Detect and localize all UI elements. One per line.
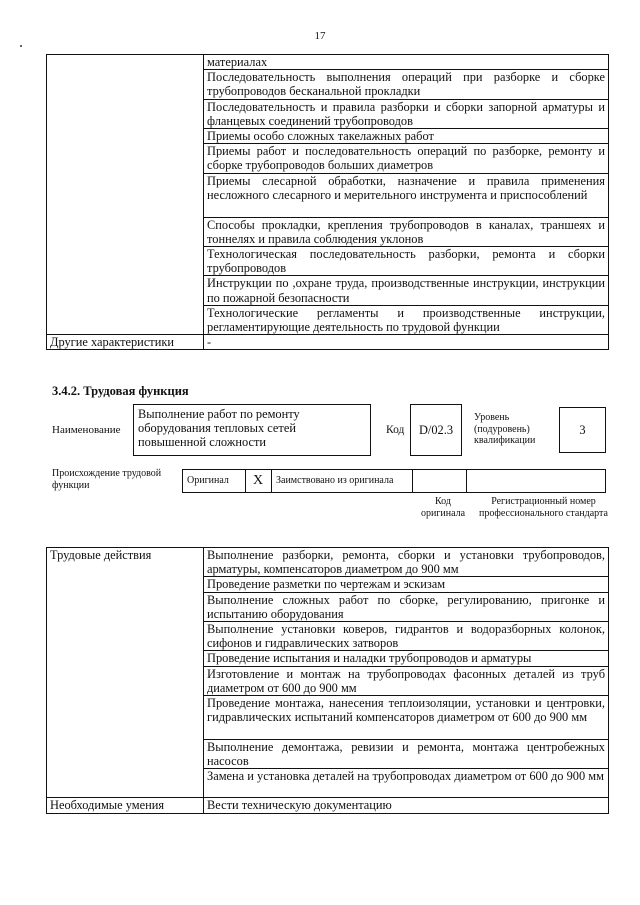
level-label: Уровень (подуровень) квалификации [474,412,536,446]
table-row: Технологическая последовательность разборки, ремонта и сборки трубопроводов [204,247,609,276]
table-row: Проведение испытания и наладки трубопроводов и арматуры [204,651,609,666]
page-number: 17 [314,30,326,42]
table-row: Последовательность и правила разборки и сборки запорной арматуры и фланцевых соединений трубопроводов [204,99,609,128]
section-title: 3.4.2. Трудовая функция [52,384,189,398]
table-row: Приемы особо сложных такелажных работ [204,129,609,144]
original-label: Оригинал [187,475,229,486]
origin-code-caption: Код оригинала [420,496,466,519]
table-row-label [47,55,204,335]
name-label: Наименование [52,424,121,436]
actions-table [46,547,609,814]
level-box [559,407,606,453]
origin-code-cell [412,470,467,492]
knowledge-table [46,54,609,350]
table-row: Выполнение демонтажа, ревизии и ремонта, монтажа центробежных насосов [204,740,609,769]
function-code: D/02.3 [418,423,454,437]
original-mark: X [245,470,272,492]
borrowed-label: Заимствовано из оригинала [276,475,394,486]
table-row: Выполнение сложных работ по сборке, регулированию, пригонке и испытанию оборудования [204,592,609,621]
table-row: Последовательность выполнения операций при разборке и сборке трубопроводов бесканальной прокладки [204,70,609,99]
table-row: Проведение монтажа, нанесения теплоизоляции, установки и центровки, гидравлических испытаний компенсаторов диаметром от 600 до 900 мм [204,696,609,740]
function-name: Выполнение работ по ремонту оборудования тепловых сетей повышенной сложности [138,407,300,449]
borrowed-cell [271,470,413,492]
table-row: Технологические регламенты и производственные инструкции, регламентирующие деятельность по трудовой функции [204,305,609,334]
table-row-label: Необходимые умения [47,798,204,813]
table-row: Способы прокладки, крепления трубопроводов в каналах, траншеях и тоннелях и правила соблюдения уклонов [204,217,609,246]
code-box [410,404,462,456]
table-row: - [204,335,609,350]
table-row: Приемы слесарной обработки, назначение и правила применения несложного слесарного и мерительного инструмента и приспособлений [204,173,609,217]
origin-label: Происхождение трудовой функции [52,468,162,491]
reg-number-caption: Регистрационный номер профессионального стандарта [479,496,608,519]
origin-row [182,469,606,493]
table-row: Выполнение установки коверов, гидрантов и водоразборных колонок, сифонов и гидравлических затворов [204,622,609,651]
table-row-label: Трудовые действия [47,548,204,798]
table-row: Изготовление и монтаж на трубопроводах фасонных деталей из труб диаметром от 600 до 900 мм [204,666,609,695]
name-box [133,404,371,456]
table-row: Приемы работ и последовательность операций по разборке, ремонту и сборке трубопроводов больших диаметров [204,144,609,173]
table-row: Инструкции по ,охране труда, производственные инструкции, инструкции по пожарной безопасности [204,276,609,305]
table-row: Проведение разметки по чертежам и эскизам [204,577,609,592]
code-label: Код [386,424,405,436]
table-row: Замена и установка деталей на трубопроводах диаметром от 600 до 900 мм [204,769,609,798]
scan-dot [20,45,22,47]
original-cell [183,470,246,492]
table-row: Вести техническую документацию [204,798,609,813]
qualification-level: 3 [579,423,586,437]
table-row: Выполнение разборки, ремонта, сборки и установки трубопроводов, арматуры, компенсаторов диаметром до 900 мм [204,548,609,577]
table-row: материалах [204,55,609,70]
table-row-label: Другие характеристики [47,335,204,350]
reg-number-cell [466,470,605,492]
